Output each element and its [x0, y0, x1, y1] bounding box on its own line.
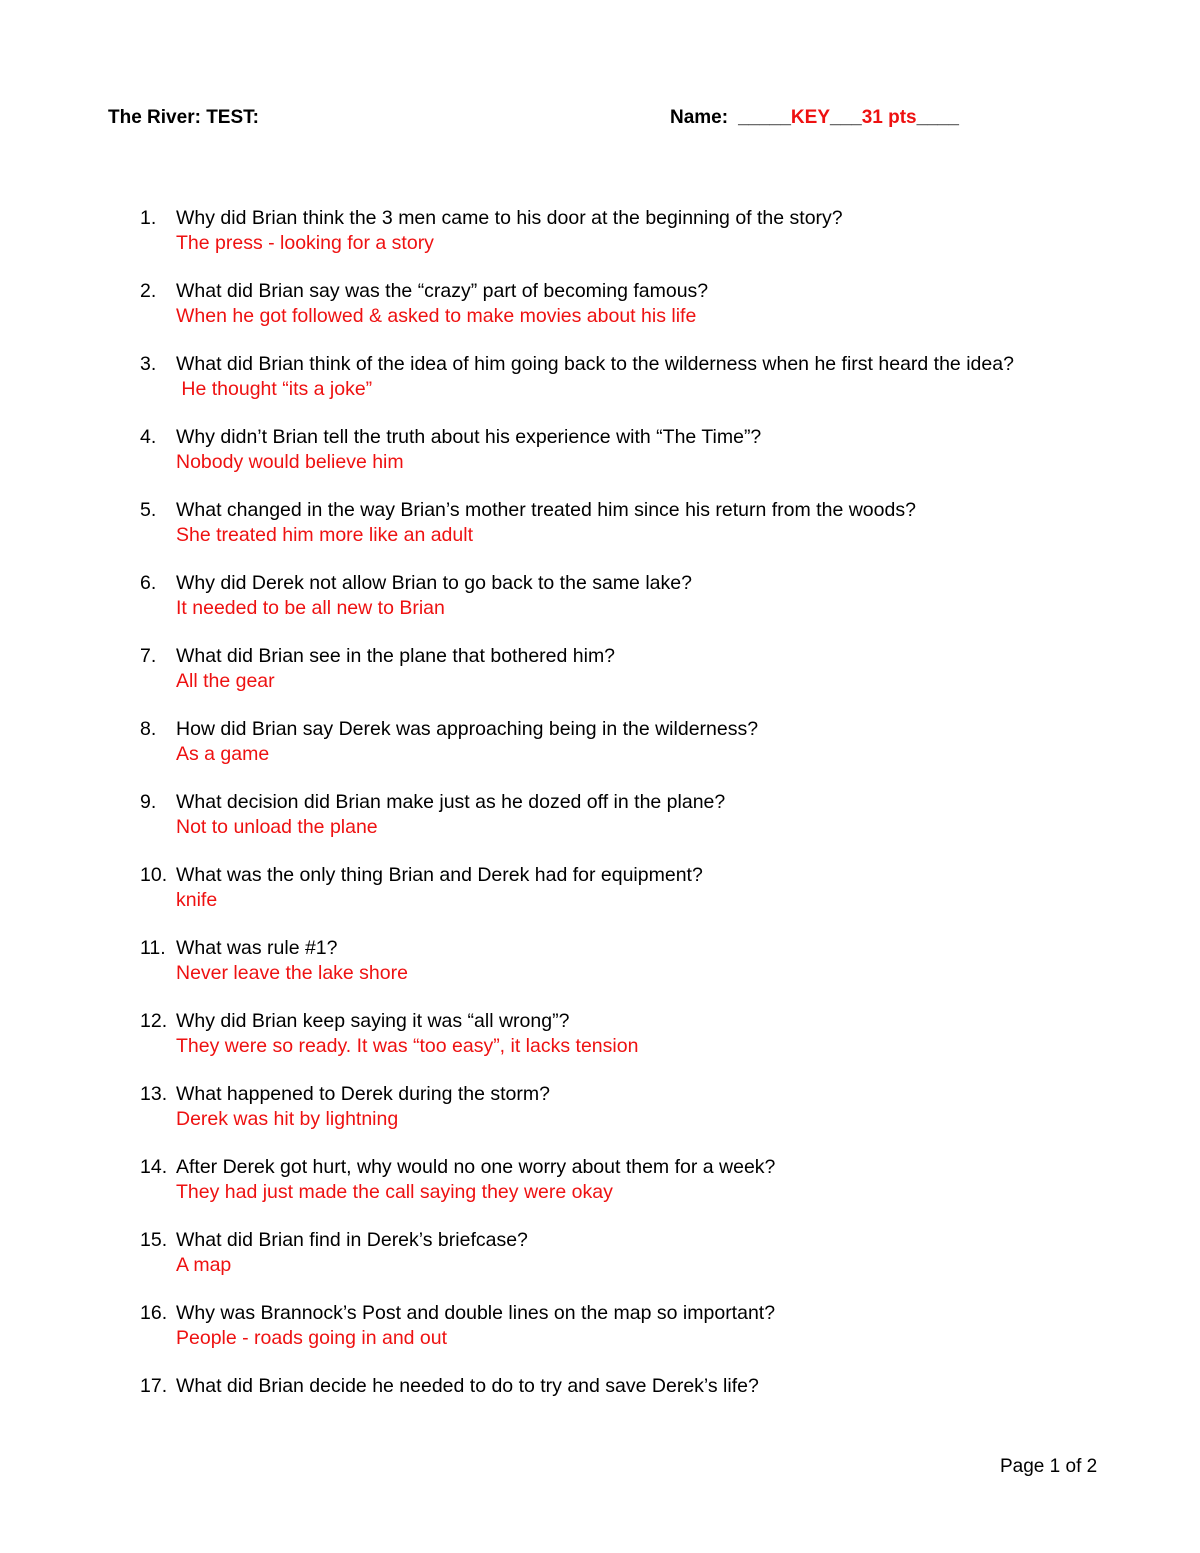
question-item — [140, 279, 1080, 328]
question-item — [140, 425, 1080, 474]
answer-text: Derek was hit by lightning — [176, 1107, 399, 1130]
question-number: 15. — [140, 1229, 168, 1251]
answer-text: Nobody would believe him — [176, 450, 404, 473]
answer-text: People - roads going in and out — [176, 1326, 448, 1349]
question-text: What did Brian see in the plane that bothered him? — [176, 645, 616, 667]
question-number: 13. — [140, 1083, 168, 1105]
question-item — [140, 717, 1080, 766]
question-item — [140, 1301, 1080, 1350]
question-number: 5. — [140, 499, 157, 521]
question-item — [140, 571, 1080, 620]
question-number: 8. — [140, 718, 157, 740]
answer-text: It needed to be all new to Brian — [176, 596, 445, 619]
question-item — [140, 790, 1080, 839]
question-number: 11. — [140, 937, 166, 959]
question-number: 16. — [140, 1302, 168, 1324]
question-item — [140, 1228, 1080, 1277]
answer-text: She treated him more like an adult — [176, 523, 473, 546]
question-number: 6. — [140, 572, 157, 594]
answer-text: Not to unload the plane — [176, 815, 378, 838]
answer-text: All the gear — [176, 669, 275, 692]
question-number: 10. — [140, 864, 168, 886]
page-number: Page 1 of 2 — [1000, 1456, 1098, 1477]
answer-text: He thought “its a joke” — [176, 377, 373, 400]
answer-text: The press - looking for a story — [176, 231, 434, 254]
question-item — [140, 1374, 1080, 1399]
points-label: 31 pts — [861, 107, 917, 128]
question-item — [140, 1155, 1080, 1204]
question-item — [140, 206, 1080, 255]
key-label: KEY — [790, 107, 830, 128]
answer-text: Never leave the lake shore — [176, 961, 408, 984]
question-number: 7. — [140, 645, 157, 667]
question-text: What did Brian say was the “crazy” part of becoming famous? — [176, 280, 709, 302]
answer-text: As a game — [176, 742, 270, 765]
answer-text: When he got followed & asked to make movies about his life — [176, 304, 697, 327]
question-text: What decision did Brian make just as he dozed off in the plane? — [176, 791, 726, 813]
question-item — [140, 863, 1080, 912]
question-item — [140, 644, 1080, 693]
question-item — [140, 1009, 1080, 1058]
question-number: 2. — [140, 280, 157, 302]
question-text: Why did Derek not allow Brian to go back to the same lake? — [176, 572, 692, 594]
question-text: What did Brian decide he needed to do to try and save Derek’s life? — [176, 1375, 759, 1397]
question-text: How did Brian say Derek was approaching being in the wilderness? — [176, 718, 759, 740]
question-text: Why didn’t Brian tell the truth about his experience with “The Time”? — [176, 426, 762, 448]
question-item — [140, 498, 1080, 547]
answer-text: knife — [176, 888, 218, 911]
question-text: What changed in the way Brian’s mother treated him since his return from the woods? — [176, 499, 916, 521]
answer-text: A map — [176, 1253, 232, 1276]
question-number: 9. — [140, 791, 157, 813]
name-underline-suffix: ____ — [916, 107, 959, 128]
question-item — [140, 1082, 1080, 1131]
question-number: 4. — [140, 426, 157, 448]
question-number: 17. — [140, 1375, 168, 1397]
question-number: 14. — [140, 1156, 168, 1178]
question-text: After Derek got hurt, why would no one worry about them for a week? — [176, 1156, 776, 1178]
question-text: Why was Brannock’s Post and double lines on the map so important? — [176, 1302, 776, 1324]
question-number: 3. — [140, 353, 157, 375]
question-text: What happened to Derek during the storm? — [176, 1083, 550, 1105]
question-number: 12. — [140, 1010, 168, 1032]
question-text: What was the only thing Brian and Derek had for equipment? — [176, 864, 703, 886]
question-text: What was rule #1? — [176, 937, 338, 959]
question-item — [140, 352, 1080, 401]
answer-text: They had just made the call saying they were okay — [176, 1180, 613, 1203]
name-underline-separator: ___ — [830, 107, 862, 128]
name-underline-prefix: _____ — [738, 107, 791, 128]
question-list — [140, 206, 1080, 1423]
test-title: The River: TEST: — [108, 107, 259, 128]
question-item — [140, 936, 1080, 985]
question-text: What did Brian find in Derek’s briefcase? — [176, 1229, 528, 1251]
question-text: Why did Brian think the 3 men came to his door at the beginning of the story? — [176, 207, 843, 229]
question-text: What did Brian think of the idea of him going back to the wilderness when he first heard the idea? — [176, 353, 1014, 375]
name-line — [670, 107, 959, 129]
name-label: Name: — [670, 107, 729, 128]
answer-text: They were so ready. It was “too easy”, it lacks tension — [176, 1034, 639, 1057]
question-text: Why did Brian keep saying it was “all wrong”? — [176, 1010, 570, 1032]
question-number: 1. — [140, 207, 157, 229]
